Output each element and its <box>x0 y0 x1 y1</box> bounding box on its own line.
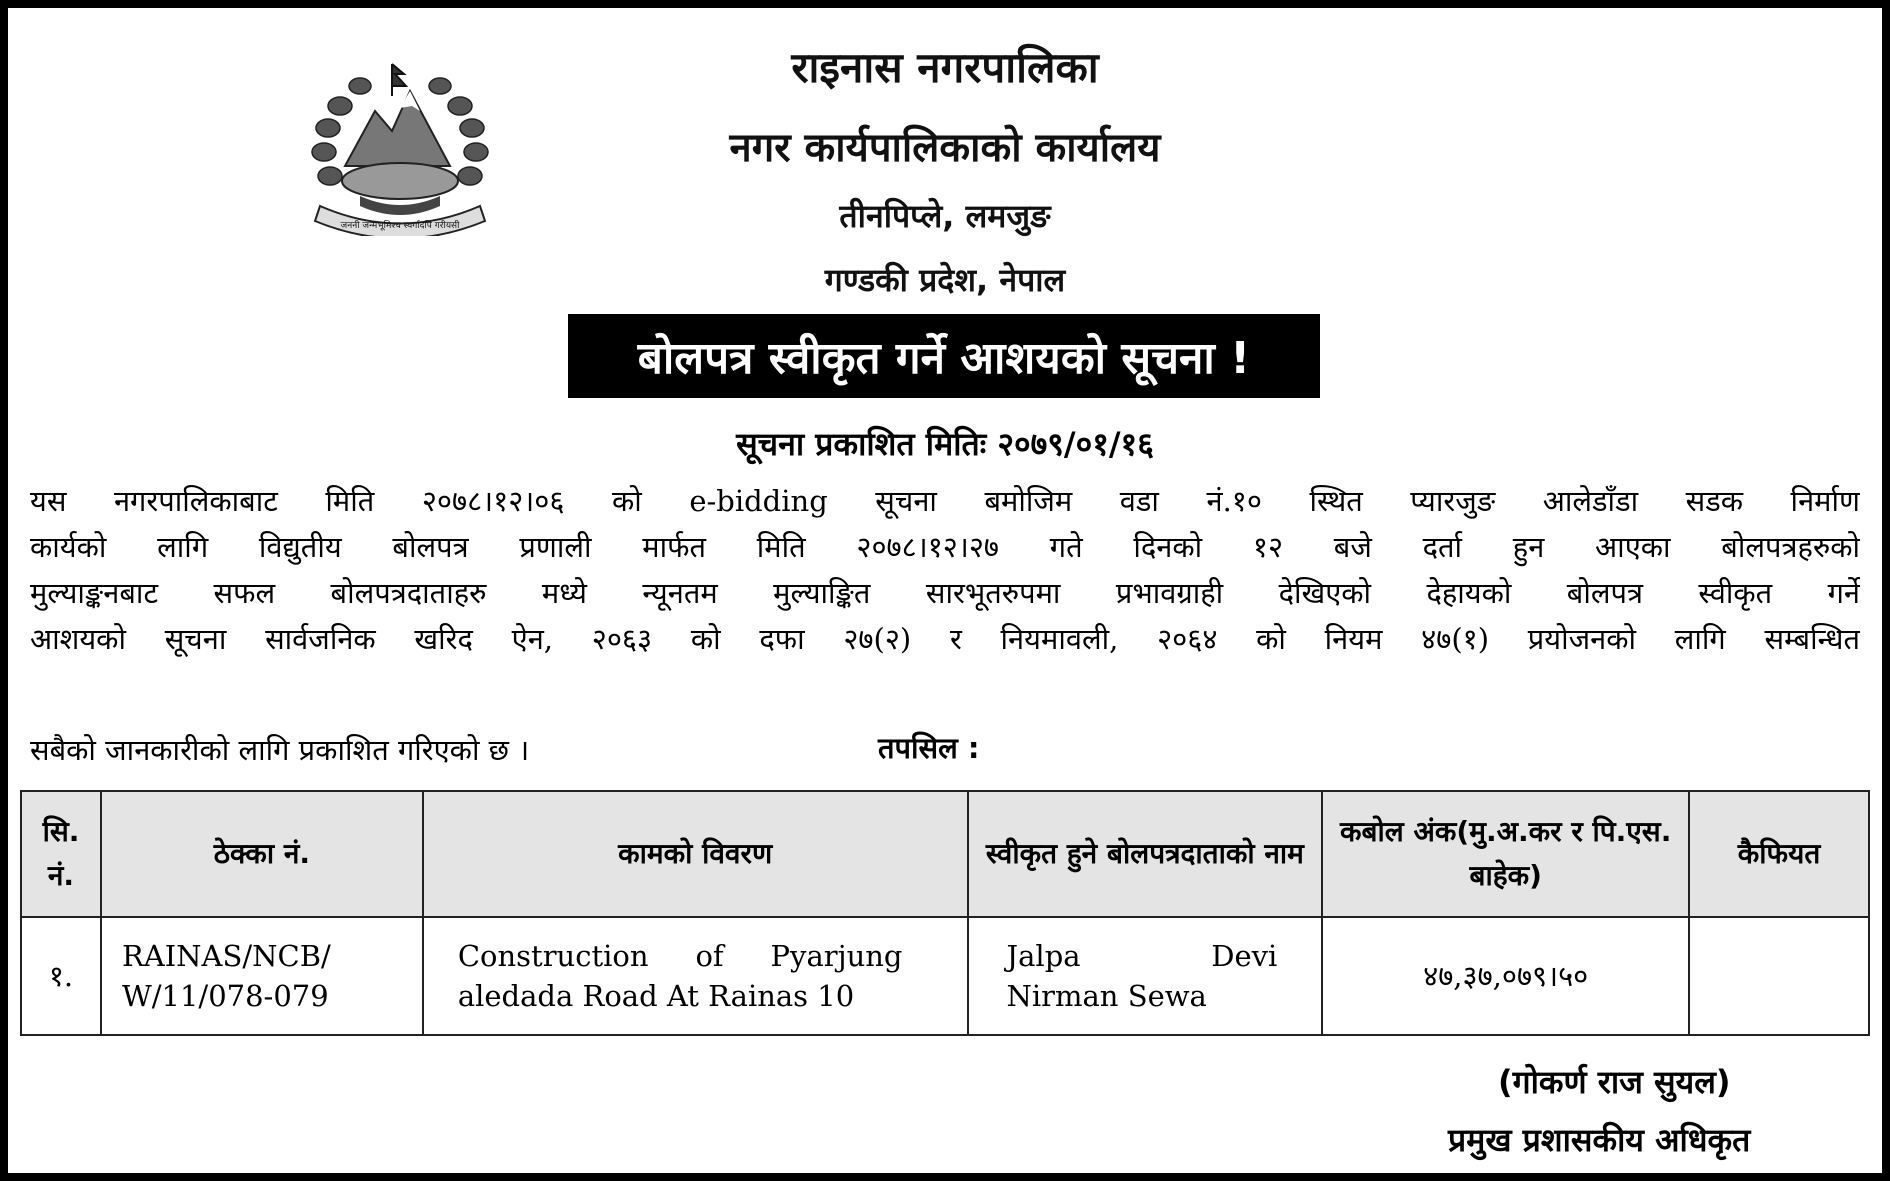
body-line: कार्यको लागि विद्युतीय बोलपत्र प्रणाली मार्फत मिति २०७८।१२।२७ गते दिनको १२ बजे दर्ता हुन आएका बोलपत्रहरुको <box>30 530 1860 564</box>
cell-amount: ४७,३७,०७९।५० <box>1322 917 1689 1035</box>
body-last-line: सबैको जानकारीको लागि प्रकाशित गरिएको छ । <box>30 733 530 767</box>
bidder-middle-name: Devi <box>1211 939 1278 973</box>
col-remarks-header: कैफियत <box>1689 791 1869 917</box>
office-location: तीनपिप्ले, लमजुङ <box>839 197 1051 235</box>
cell-contract-no: RAINAS/NCB/ W/11/078-079 <box>101 917 423 1035</box>
province-country: गण्डकी प्रदेश, नेपाल <box>824 261 1066 299</box>
bidder-first-name: Jalpa <box>1006 939 1081 973</box>
body-line: यस नगरपालिकाबाट मिति २०७८।१२।०६ को e-bidding सूचना बमोजिम वडा नं.१० स्थित प्यारजुङ आलेडाँडा सडक निर्माण <box>30 484 1860 518</box>
details-label: तपसिल : <box>878 731 980 765</box>
bidder-last-name: Nirman Sewa <box>1006 979 1207 1013</box>
col-amount-header: कबोल अंक(मु.अ.कर र पि.एस. बाहेक) <box>1322 791 1689 917</box>
municipality-name: राइनास नगरपालिका <box>791 43 1099 92</box>
col-sn-header: सि. नं. <box>21 791 101 917</box>
publication-date: सूचना प्रकाशित मितिः २०७९/०१/१६ <box>736 425 1154 463</box>
office-name: नगर कार्यपालिकाको कार्यालय <box>729 125 1161 171</box>
notice-title: बोलपत्र स्वीकृत गर्ने आशयको सूचना ! <box>568 314 1320 398</box>
col-contract-header: ठेक्का नं. <box>101 791 423 917</box>
cell-bidder <box>968 917 1323 1035</box>
emblem-motto: जननी जन्मभूमिश्च स्वर्गादपि गरीयसी <box>340 221 460 231</box>
cell-sn: १. <box>21 917 101 1035</box>
table-row <box>21 917 1869 1035</box>
notice-page <box>8 8 1882 1173</box>
signatory-name: (गोकर्ण राज सुयल) <box>1498 1063 1731 1101</box>
col-work-header: कामको विवरण <box>423 791 968 917</box>
body-line: आशयको सूचना सार्वजनिक खरिद ऐन, २०६३ को दफा २७(२) र नियमावली, २०६४ को नियम ४७(१) प्रयोजनको लागि सम्बन्धित <box>30 622 1860 656</box>
body-line: मुल्याङ्कनबाट सफल बोलपत्रदाताहरु मध्ये न्यूनतम मुल्याङ्कित सारभूतरुपमा प्रभावग्राही देखिएको देहायको बोलपत्र स्वीकृत गर्ने <box>30 576 1860 610</box>
notice-body <box>30 478 1860 662</box>
col-bidder-header: स्वीकृत हुने बोलपत्रदाताको नाम <box>968 791 1323 917</box>
cell-remarks <box>1689 917 1869 1035</box>
bid-table <box>20 790 1870 1036</box>
signatory-title: प्रमुख प्रशासकीय अधिकृत <box>1448 1121 1751 1159</box>
cell-work: Construction of Pyarjung aledada Road At Rainas 10 <box>423 917 968 1035</box>
table-header-row <box>21 791 1869 917</box>
